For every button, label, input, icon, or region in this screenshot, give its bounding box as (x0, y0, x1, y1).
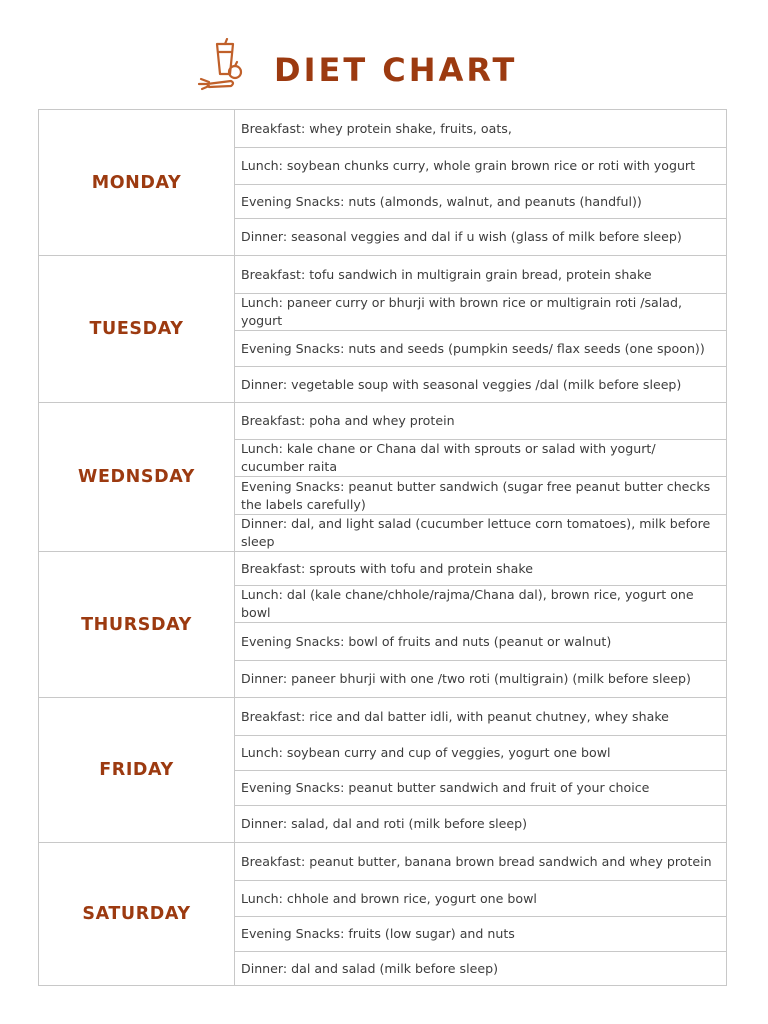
meal-text: Evening Snacks: bowl of fruits and nuts (peanut or walnut) (241, 633, 612, 649)
meal-text: Dinner: seasonal veggies and dal if u wish (glass of milk before sleep) (241, 229, 682, 244)
meal-text: Lunch: chhole and brown rice, yogurt one bowl (241, 890, 537, 906)
meal-row-breakfast (235, 110, 726, 147)
juice-and-vegetables-icon (195, 38, 247, 92)
day-block-tuesday (39, 255, 726, 402)
meal-text: Breakfast: whey protein shake, fruits, oats, (241, 120, 512, 136)
meal-text: Lunch: kale chane or Chana dal with sprouts or salad with yogurt/ cucumber raita (241, 441, 656, 474)
day-block-monday (39, 110, 726, 255)
meal-text: Lunch: paneer curry or bhurji with brown rice or multigrain roti /salad, yogurt (241, 295, 682, 328)
meal-row-evening-snacks (235, 622, 726, 660)
meal-row-lunch (235, 147, 726, 184)
day-block-friday (39, 697, 726, 842)
meal-text: Dinner: dal, and light salad (cucumber lettuce corn tomatoes), milk before sleep (241, 516, 711, 549)
meal-row-dinner (235, 366, 726, 402)
meal-text: Lunch: soybean chunks curry, whole grain brown rice or roti with yogurt (241, 158, 696, 173)
day-label: THURSDAY (39, 552, 235, 697)
meal-row-breakfast (235, 403, 726, 439)
meal-text: Dinner: vegetable soup with seasonal veggies /dal (milk before sleep) (241, 376, 682, 392)
meal-list (235, 843, 726, 985)
meal-list (235, 110, 726, 255)
meal-text: Breakfast: poha and whey protein (241, 413, 455, 428)
meal-text: Dinner: dal and salad (milk before sleep) (241, 960, 498, 976)
meal-row-breakfast (235, 256, 726, 293)
meal-text: Breakfast: tofu sandwich in multigrain grain bread, protein shake (241, 266, 652, 282)
meal-text: Breakfast: peanut butter, banana brown bread sandwich and whey protein (241, 853, 712, 869)
meal-row-evening-snacks (235, 476, 726, 514)
meal-text: Evening Snacks: peanut butter sandwich and fruit of your choice (241, 780, 650, 795)
meal-row-breakfast (235, 843, 726, 880)
meal-text: Evening Snacks: nuts and seeds (pumpkin seeds/ flax seeds (one spoon)) (241, 340, 705, 356)
meal-list (235, 403, 726, 551)
meal-list (235, 256, 726, 402)
page-title: DIET CHART (274, 51, 518, 89)
day-label: TUESDAY (39, 256, 235, 402)
day-block-thursday (39, 551, 726, 697)
meal-row-dinner (235, 660, 726, 697)
day-label: MONDAY (39, 110, 235, 255)
meal-row-lunch (235, 585, 726, 622)
meal-row-dinner (235, 218, 726, 255)
meal-text: Dinner: paneer bhurji with one /two roti (multigrain) (milk before sleep) (241, 671, 691, 686)
day-block-wednsday (39, 402, 726, 551)
meal-row-breakfast (235, 698, 726, 735)
meal-text: Breakfast: sprouts with tofu and protein shake (241, 560, 533, 576)
day-label: SATURDAY (39, 843, 235, 985)
meal-row-evening-snacks (235, 916, 726, 951)
meal-row-lunch (235, 880, 726, 916)
meal-row-lunch (235, 293, 726, 330)
meal-row-dinner (235, 805, 726, 842)
meal-text: Evening Snacks: fruits (low sugar) and nuts (241, 926, 515, 941)
meal-text: Evening Snacks: peanut butter sandwich (sugar free peanut butter checks the labels carefully) (241, 478, 711, 512)
meal-list (235, 552, 726, 697)
header (0, 0, 768, 108)
meal-text: Dinner: salad, dal and roti (milk before sleep) (241, 816, 528, 831)
meal-row-breakfast (235, 552, 726, 585)
meal-row-dinner (235, 514, 726, 551)
meal-text: Evening Snacks: nuts (almonds, walnut, and peanuts (handful)) (241, 193, 642, 209)
meal-text: Lunch: dal (kale chane/chhole/rajma/Chana dal), brown rice, yogurt one bowl (241, 587, 694, 620)
meal-row-dinner (235, 951, 726, 985)
meal-text: Lunch: soybean curry and cup of veggies, yogurt one bowl (241, 745, 611, 760)
diet-chart-table (38, 109, 727, 986)
meal-row-evening-snacks (235, 330, 726, 366)
day-block-saturday (39, 842, 726, 985)
day-label: WEDNSDAY (39, 403, 235, 551)
meal-text: Breakfast: rice and dal batter idli, with peanut chutney, whey shake (241, 708, 669, 724)
meal-list (235, 698, 726, 842)
meal-row-evening-snacks (235, 184, 726, 218)
meal-row-lunch (235, 439, 726, 476)
day-label: FRIDAY (39, 698, 235, 842)
meal-row-evening-snacks (235, 770, 726, 805)
meal-row-lunch (235, 735, 726, 770)
